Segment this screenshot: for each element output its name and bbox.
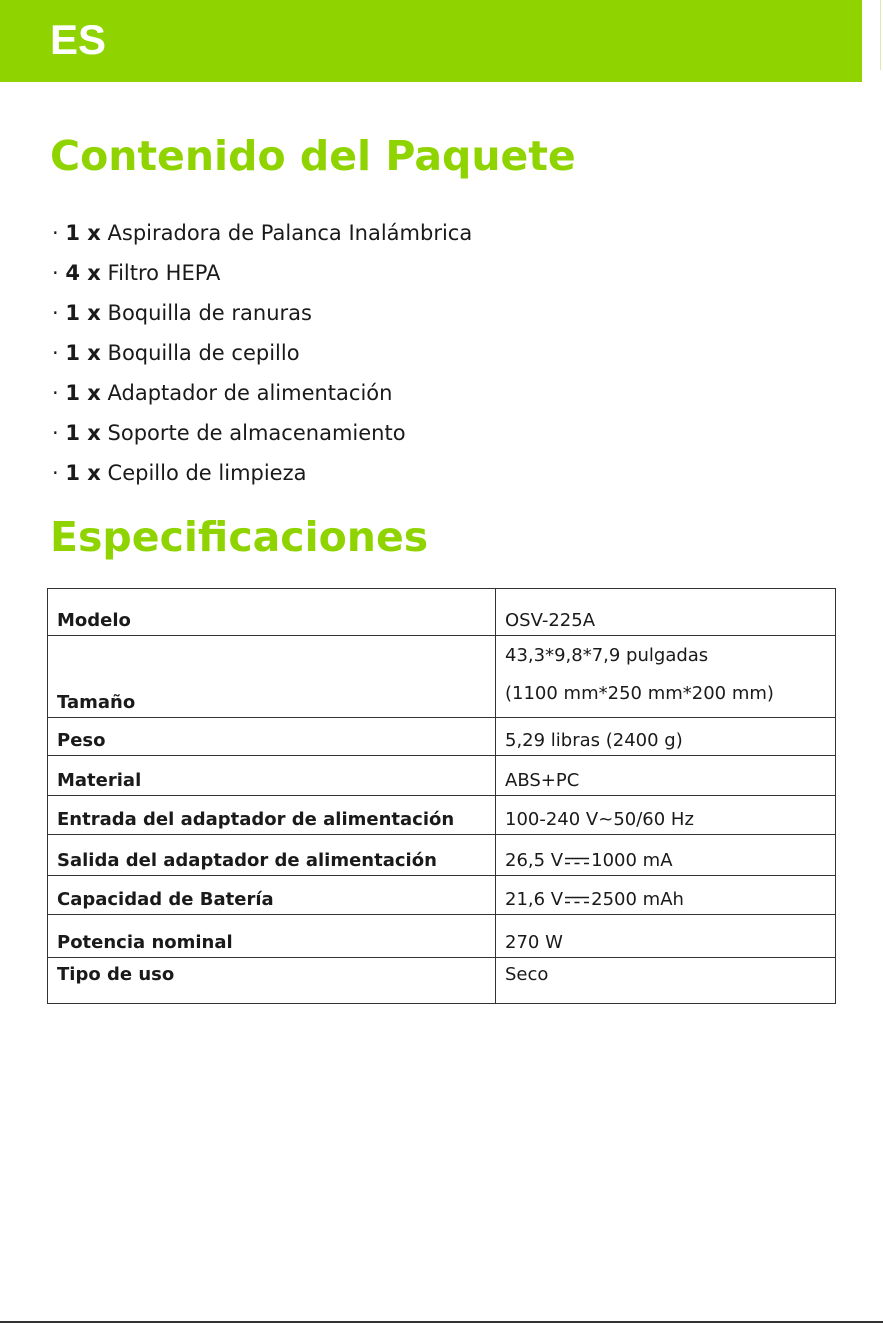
dc-current-icon	[564, 896, 590, 904]
bullet-mark: ·	[52, 301, 59, 325]
item-quantity: 1 x	[65, 381, 101, 405]
item-name: Adaptador de alimentación	[107, 381, 393, 405]
list-item	[52, 458, 472, 498]
bullet-mark: ·	[52, 381, 59, 405]
spec-label: Modelo	[48, 589, 496, 636]
table-row	[48, 636, 836, 718]
spec-label: Capacidad de Batería	[48, 876, 496, 915]
dc-current-icon	[564, 857, 590, 865]
spec-value: Seco	[496, 958, 836, 1004]
table-row	[48, 835, 836, 876]
spec-value-line: 43,3*9,8*7,9 pulgadas	[505, 645, 709, 666]
table-row	[48, 958, 836, 1004]
spec-value: ABS+PC	[496, 756, 836, 796]
item-quantity: 1 x	[65, 301, 101, 325]
item-quantity: 4 x	[65, 261, 101, 285]
spec-label: Entrada del adaptador de alimentación	[48, 796, 496, 835]
spec-value: OSV-225A	[496, 589, 836, 636]
page-edge-mark	[880, 0, 881, 70]
item-name: Cepillo de limpieza	[107, 461, 307, 485]
bullet-mark: ·	[52, 421, 59, 445]
language-header-bar	[0, 0, 862, 82]
bullet-mark: ·	[52, 341, 59, 365]
table-row	[48, 756, 836, 796]
spec-label: Material	[48, 756, 496, 796]
table-row	[48, 915, 836, 958]
item-name: Filtro HEPA	[107, 261, 221, 285]
table-row	[48, 718, 836, 756]
bullet-mark: ·	[52, 221, 59, 245]
table-row	[48, 876, 836, 915]
spec-value	[496, 636, 836, 718]
spec-value	[496, 876, 836, 915]
list-item	[52, 258, 472, 298]
list-item	[52, 378, 472, 418]
item-quantity: 1 x	[65, 461, 101, 485]
spec-value: 5,29 libras (2400 g)	[496, 718, 836, 756]
spec-label: Tamaño	[48, 636, 496, 718]
spec-value: 270 W	[496, 915, 836, 958]
package-contents-list	[52, 218, 472, 498]
item-name: Aspiradora de Palanca Inalámbrica	[107, 221, 473, 245]
spec-value: 100-240 V~50/60 Hz	[496, 796, 836, 835]
voltage-value: 21,6 V	[505, 889, 564, 910]
spec-label: Potencia nominal	[48, 915, 496, 958]
language-code: ES	[50, 16, 107, 63]
item-quantity: 1 x	[65, 221, 101, 245]
bullet-mark: ·	[52, 461, 59, 485]
bullet-mark: ·	[52, 261, 59, 285]
bottom-divider	[0, 1321, 883, 1323]
specifications-table	[47, 588, 836, 1004]
item-name: Boquilla de cepillo	[107, 341, 300, 365]
item-name: Soporte de almacenamiento	[107, 421, 406, 445]
spec-value-line: (1100 mm*250 mm*200 mm)	[505, 683, 774, 704]
item-name: Boquilla de ranuras	[107, 301, 312, 325]
list-item	[52, 218, 472, 258]
spec-value	[496, 835, 836, 876]
item-quantity: 1 x	[65, 421, 101, 445]
spec-label: Peso	[48, 718, 496, 756]
specifications-title: Especificaciones	[50, 513, 429, 561]
table-row	[48, 796, 836, 835]
package-contents-title: Contenido del Paquete	[50, 132, 576, 180]
current-value: 1000 mA	[591, 850, 673, 871]
table-row	[48, 589, 836, 636]
spec-label: Salida del adaptador de alimentación	[48, 835, 496, 876]
spec-label: Tipo de uso	[48, 958, 496, 1004]
capacity-value: 2500 mAh	[591, 889, 684, 910]
list-item	[52, 338, 472, 378]
list-item	[52, 298, 472, 338]
list-item	[52, 418, 472, 458]
item-quantity: 1 x	[65, 341, 101, 365]
voltage-value: 26,5 V	[505, 850, 564, 871]
